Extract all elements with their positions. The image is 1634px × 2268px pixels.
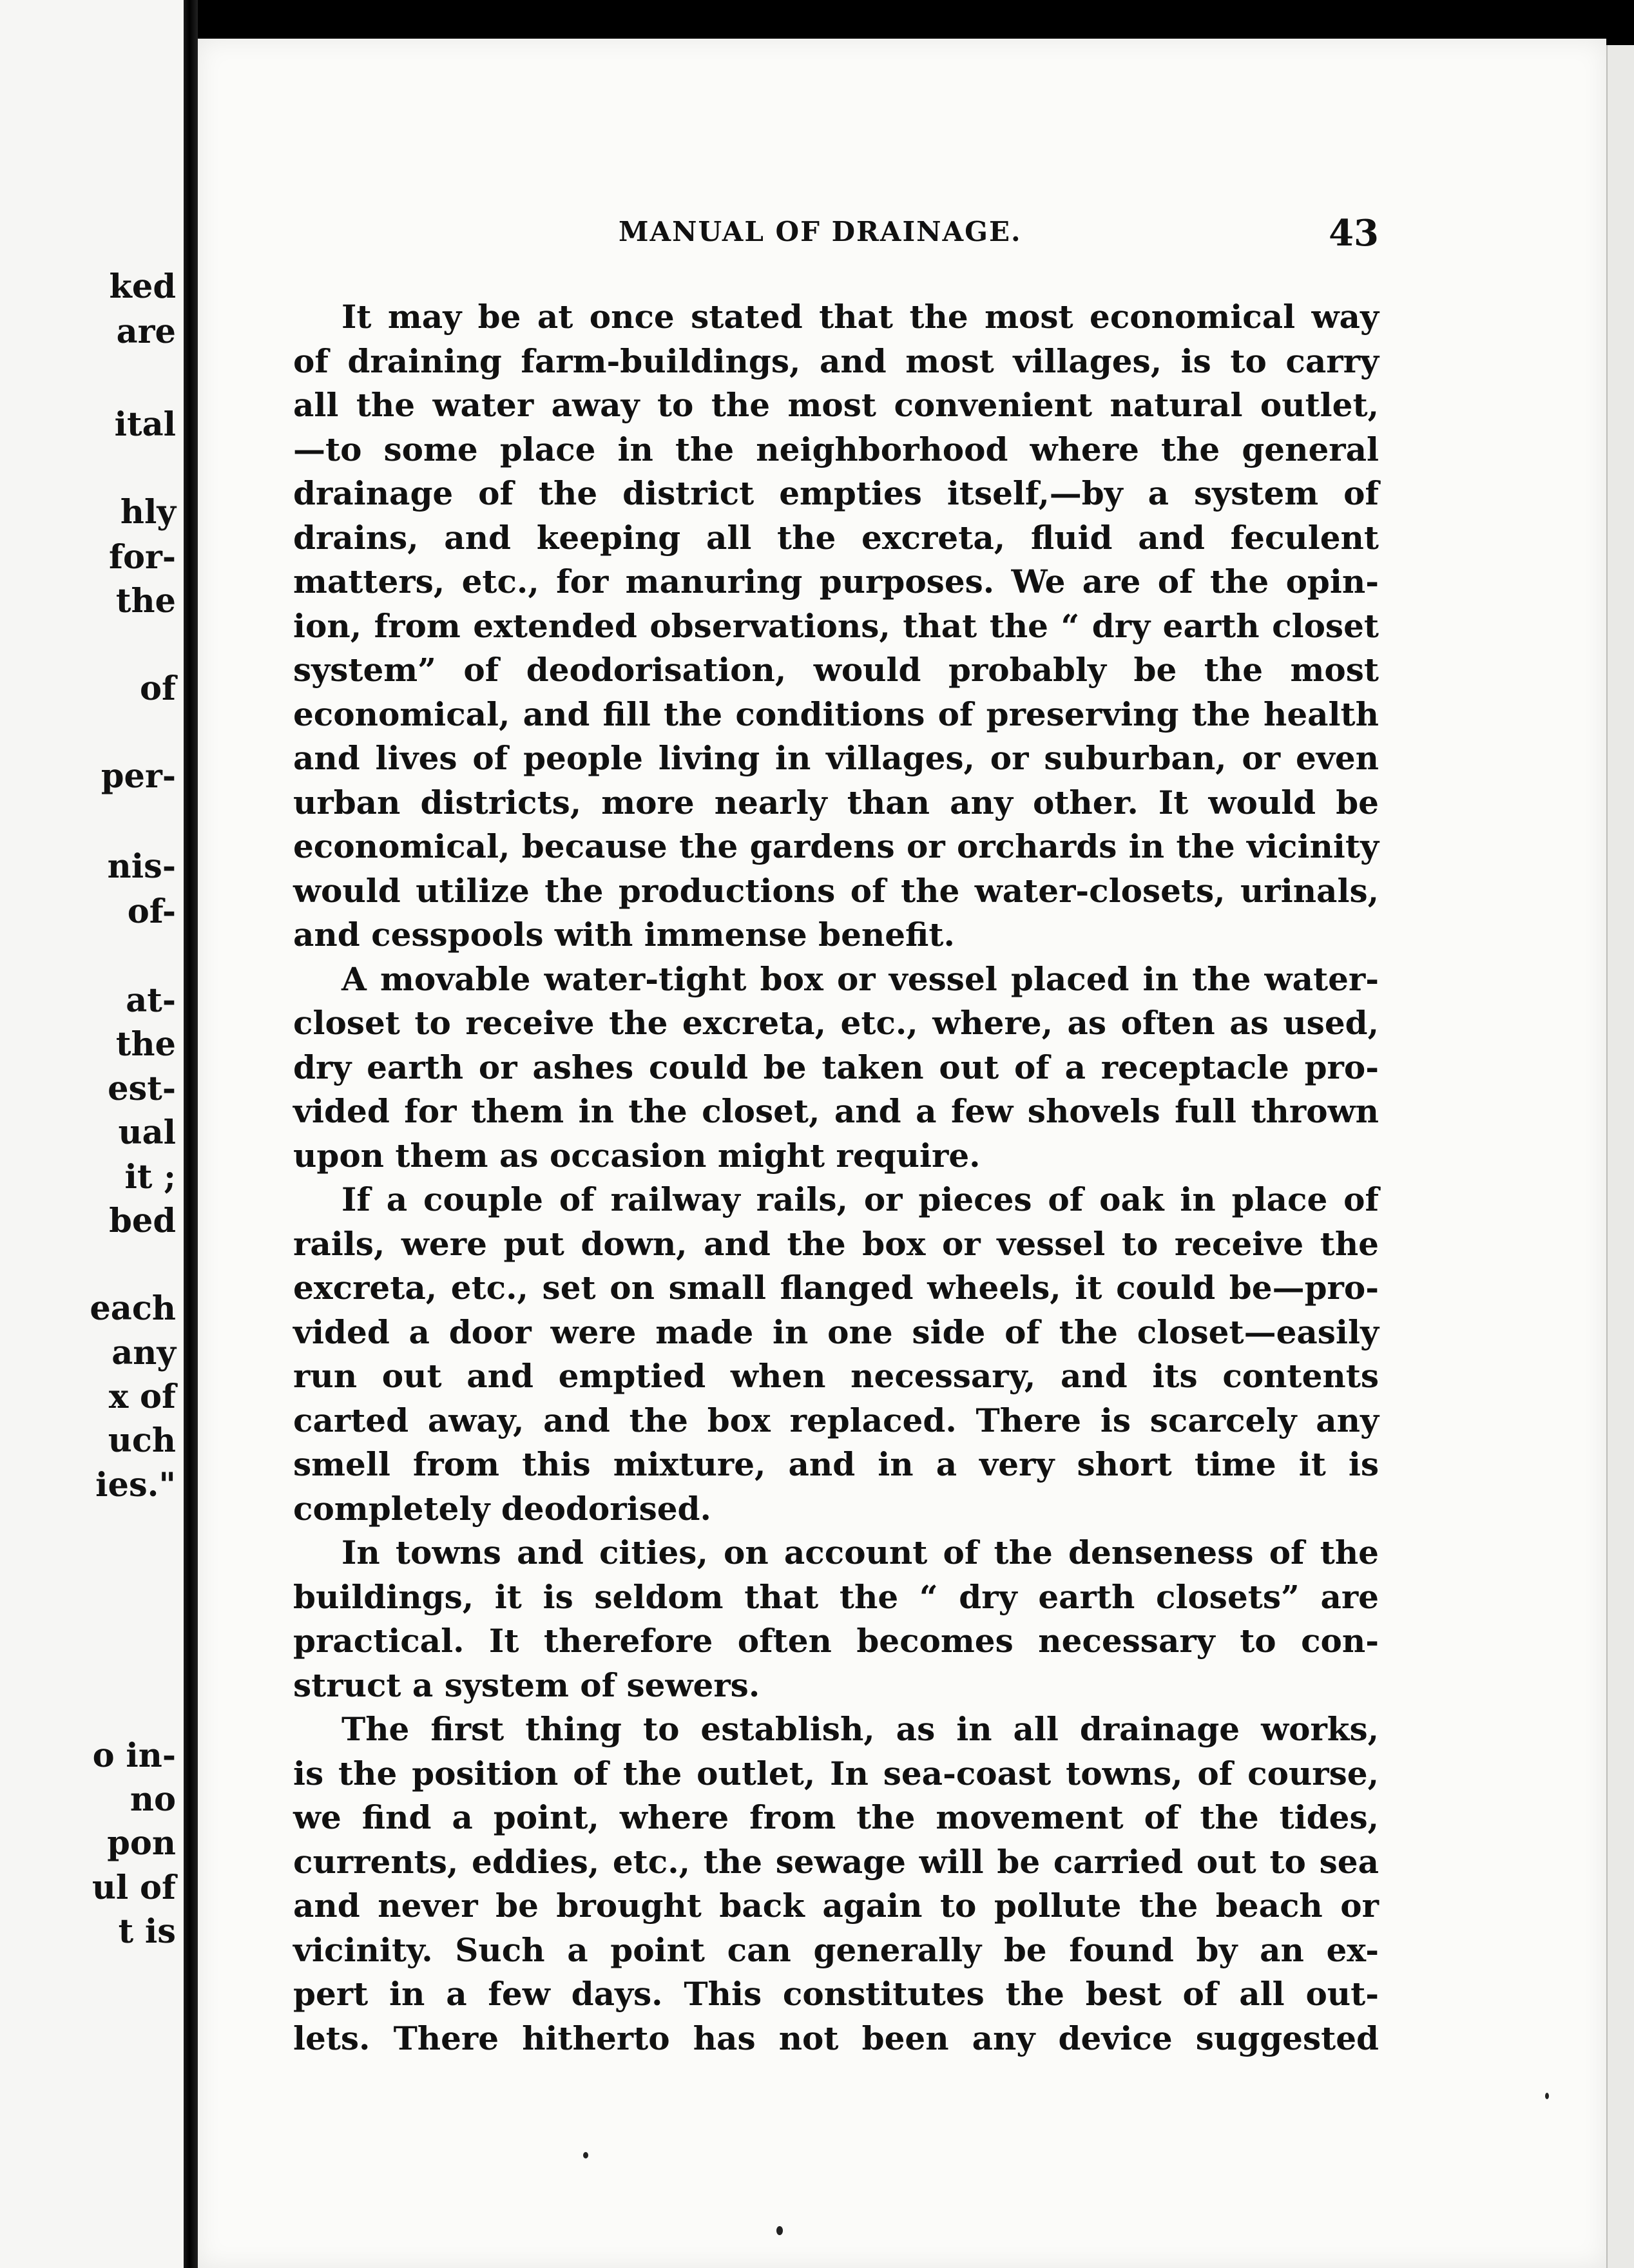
running-title: MANUAL OF DRAINAGE. [619,216,1022,247]
left-page-fragment: each [90,1289,176,1328]
text-line: drains, and keeping all the excreta, fluid and feculent [293,518,1379,557]
left-page-fragment: are [116,312,176,351]
left-page-fragment: o in- [92,1736,176,1775]
text-line: economical, and fill the conditions of preserving the health [293,695,1379,733]
text-line: urban districts, more nearly than any other. It would be [293,783,1379,822]
text-line: carted away, and the box replaced. There is scarcely any [293,1401,1379,1439]
text-line: In towns and cities, on account of the denseness of the [341,1533,1379,1571]
left-page-fragment: the [115,1025,176,1064]
text-line: would utilize the productions of the water-closets, urinals, [293,871,1379,910]
left-page-fragment: no [130,1780,176,1819]
scan-speck [583,2152,588,2158]
text-line: ion, from extended observations, that the “ dry earth closet [293,606,1379,645]
left-page-fragment: ies." [95,1466,176,1504]
text-line: vided for them in the closet, and a few shovels full thrown [293,1092,1379,1130]
left-page-fragment: bed [109,1202,176,1240]
text-line: we find a point, where from the movement of the tides, [293,1798,1379,1836]
left-page-fragment: ked [109,267,176,306]
text-line: is the position of the outlet, In sea-coast towns, of course, [293,1754,1379,1792]
text-line: buildings, it is seldom that the “ dry earth closets” are [293,1577,1379,1616]
text-line: vided a door were made in one side of the closet—easily [293,1312,1379,1351]
scan-speck [776,2226,783,2235]
left-page-fragment: of- [127,892,176,931]
scan-speck [1545,2093,1549,2099]
text-line: completely deodorised. [293,1489,711,1528]
text-line: run out and emptied when necessary, and its contents [293,1357,1379,1395]
left-page-fragment: the [115,582,176,620]
left-page-fragment: of [140,669,176,708]
text-line: vicinity. Such a point can generally be found by an ex- [293,1930,1379,1969]
left-page-fragment: x of [108,1378,176,1416]
text-line: matters, etc., for manuring purposes. We are of the opin- [293,562,1379,601]
page-header [619,212,1379,255]
left-page-fragment: ital [114,405,176,444]
left-page-fragment: for- [109,538,176,577]
text-line: of draining farm-buildings, and most villages, is to carry [293,341,1379,380]
left-page-fragment: it ; [124,1158,176,1196]
text-line: pert in a few days. This constitutes the best of all out- [293,1975,1379,2013]
text-line: excreta, etc., set on small flanged wheels, it could be—pro- [293,1269,1379,1307]
left-page-fragment: nis- [107,847,176,886]
left-page-fragment: est- [108,1070,176,1108]
text-line: system” of deodorisation, would probably be the most [293,651,1379,689]
body-text [293,295,1379,2061]
left-page-fragment: ul of [91,1869,176,1907]
text-line: It may be at once stated that the most economical way [341,298,1379,336]
left-page-fragment: per- [101,757,176,796]
book-gutter [184,0,198,2268]
text-line: A movable water-tight box or vessel placed in the water- [341,959,1379,998]
left-page-fragment: any [111,1334,176,1372]
left-page-fragment: ual [118,1113,176,1152]
text-line: and never be brought back again to pollute the beach or [293,1887,1379,1925]
left-page-margin [0,0,184,2268]
text-line: and cesspools with immense benefit. [293,916,955,954]
text-line: drainage of the district empties itself,—by a system of [293,474,1379,512]
page-edge-strip [1606,45,1634,2268]
text-line: —to some place in the neighborhood where the general [293,430,1379,468]
left-page-fragment: uch [108,1421,176,1460]
text-line: currents, eddies, etc., the sewage will be carried out to sea [293,1842,1379,1881]
text-line: all the water away to the most convenient natural outlet, [293,386,1379,424]
page-number: 43 [1329,212,1379,255]
text-line: lets. There hitherto has not been any device suggested [293,2019,1379,2057]
text-line: The first thing to establish, as in all drainage works, [341,1710,1379,1748]
left-page-text-fragments [0,0,184,2268]
text-line: rails, were put down, and the box or vessel to receive the [293,1224,1379,1263]
left-page-fragment: hly [120,493,176,532]
text-line: practical. It therefore often becomes necessary to con- [293,1622,1379,1660]
text-line: closet to receive the excreta, etc., where, as often as used, [293,1004,1379,1042]
text-line: upon them as occasion might require. [293,1136,981,1175]
left-page-fragment: t is [118,1912,176,1951]
left-page-fragment: pon [107,1824,176,1863]
left-page-fragment: at- [126,981,176,1020]
text-line: and lives of people living in villages, or suburban, or even [293,739,1379,777]
text-line: struct a system of sewers. [293,1666,760,1704]
text-line: smell from this mixture, and in a very short time it is [293,1445,1379,1483]
text-line: economical, because the gardens or orchards in the vicinity [293,827,1379,865]
text-line: If a couple of railway rails, or pieces of oak in place of [341,1180,1379,1218]
text-line: dry earth or ashes could be taken out of a receptacle pro- [293,1048,1379,1086]
